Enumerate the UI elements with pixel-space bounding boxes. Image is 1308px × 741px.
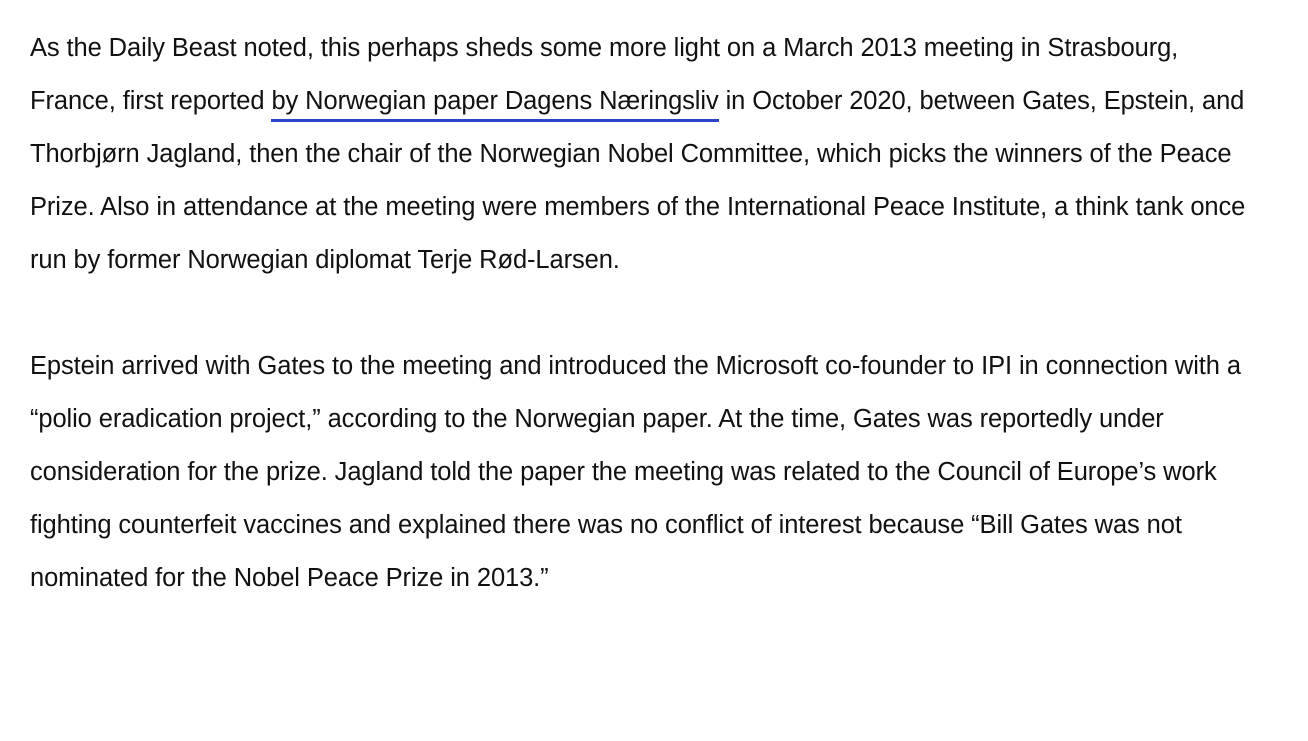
paragraph-1-text-part-2: in October 2020, between Gates, Epstein, and Thorbjørn Jagland, then the chair of the Norwegian Nobel Committee, which picks the winners of the Peace Prize. Also in attendance at the meeting were members of the International Peace Institute, a think tank once run by former Norwegian diplomat Terje Rød-Larsen. (30, 87, 1246, 274)
paragraph-2-text: Epstein arrived with Gates to the meeting and introduced the Microsoft co-founder to IPI in connection with a “polio eradication project,” according to the Norwegian paper. At the time, Gates was reportedly under consideration for the prize. Jagland told the paper the meeting was related to the Council of Europe’s work fighting counterfeit vaccines and explained there was no conflict of interest because “Bill Gates was not nominated for the Nobel Peace Prize in 2013.” (30, 352, 1241, 592)
dagens-naeringsliv-link[interactable]: by Norwegian paper Dagens Næringsliv (271, 87, 718, 122)
paragraph-1-text-part-1: As the Daily Beast noted, this perhaps sheds some more light on a March 2013 meeting in Strasbourg, France, first reported (30, 34, 1179, 115)
paragraph-1 (30, 22, 1260, 287)
paragraph-2 (30, 340, 1260, 605)
